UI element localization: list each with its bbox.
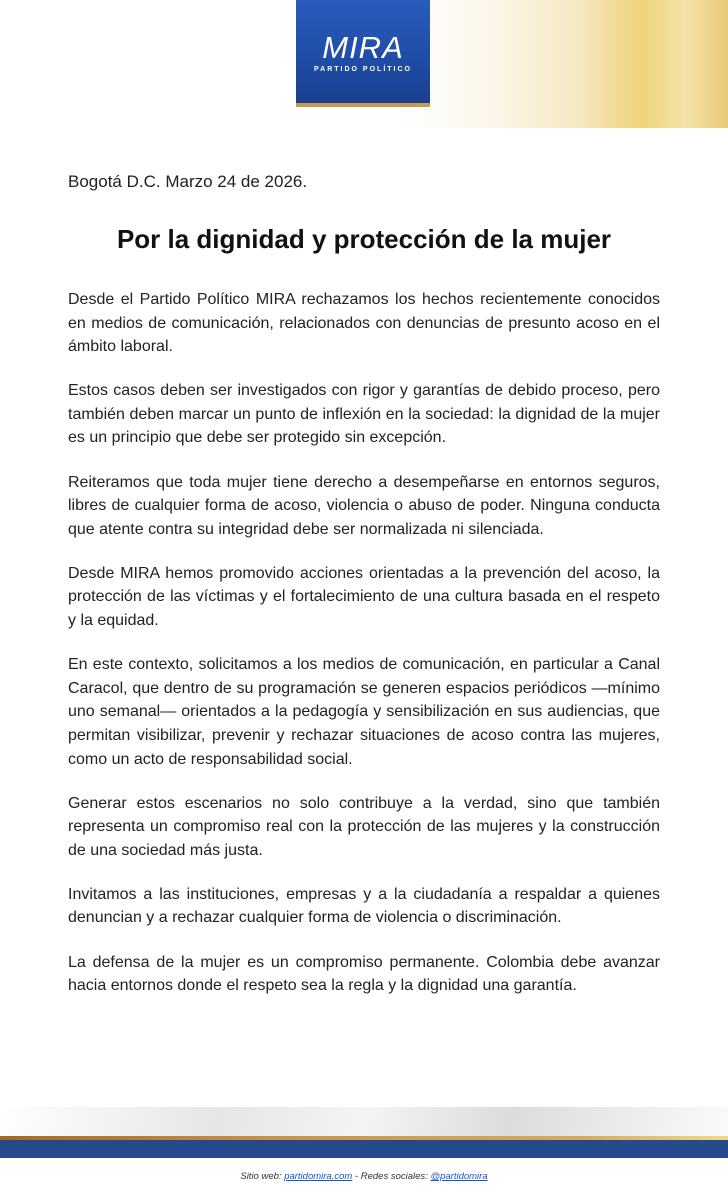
mira-logo [296, 0, 430, 107]
footer-contact [0, 1171, 728, 1182]
paragraph: La defensa de la mujer es un compromiso permanente. Colombia debe avanzar hacia entornos donde el respeto sea la regla y la dignidad una garantía. [68, 953, 660, 995]
website-link[interactable]: partidomira.com [284, 1171, 353, 1182]
web-label: Sitio web: [240, 1171, 285, 1182]
paragraph: Reiteramos que toda mujer tiene derecho a desempeñarse en entornos seguros, libres de cualquier forma de acoso, violencia o abuso de poder. Ninguna conducta que atente contra su integridad debe ser normalizada ni silenciada. [68, 473, 660, 538]
paragraph: Desde el Partido Político MIRA rechazamos los hechos recientemente conocidos en medios de comunicación, relacionados con denuncias de presunto acoso en el ámbito laboral. [68, 291, 660, 356]
footer-banner [0, 1107, 728, 1137]
paragraph: En este contexto, solicitamos a los medios de comunicación, en particular a Canal Caracol, que dentro de su programación se generen espacios periódicos —mínimo uno semanal— orientados a la pedagogía y sensibilización en sus audiencias, que permitan visibilizar, prevenir y rechazar situaciones de acoso contra las mujeres, como un acto de responsabilidad social. [68, 656, 660, 768]
document-date: Bogotá D.C. Marzo 24 de 2026. [68, 172, 308, 191]
document-title: Por la dignidad y protección de la mujer [116, 224, 612, 254]
footer-blue-band [0, 1140, 728, 1158]
logo-text: MIRA [322, 30, 404, 65]
social-label: - Redes sociales: [352, 1171, 431, 1182]
paragraph: Generar estos escenarios no solo contribuye a la verdad, sino que también representa un compromiso real con la protección de las mujeres y la construcción de una sociedad más justa. [68, 794, 660, 859]
paragraph: Estos casos deben ser investigados con rigor y garantías de debido proceso, pero también deben marcar un punto de inflexión en la sociedad: la dignidad de la mujer es un principio que debe ser protegido sin excepción. [68, 382, 660, 447]
social-link[interactable]: @partidomira [430, 1171, 488, 1182]
logo-subtitle: PARTIDO POLÍTICO [314, 66, 412, 73]
document-body [68, 288, 660, 1018]
paragraph: Invitamos a las instituciones, empresas y a la ciudadanía a respaldar a quienes denuncian y a rechazar cualquier forma de violencia o discriminación. [68, 885, 660, 927]
paragraph: Desde MIRA hemos promovido acciones orientadas a la prevención del acoso, la protección de las víctimas y el fortalecimiento de una cultura basada en el respeto y la equidad. [68, 564, 660, 630]
